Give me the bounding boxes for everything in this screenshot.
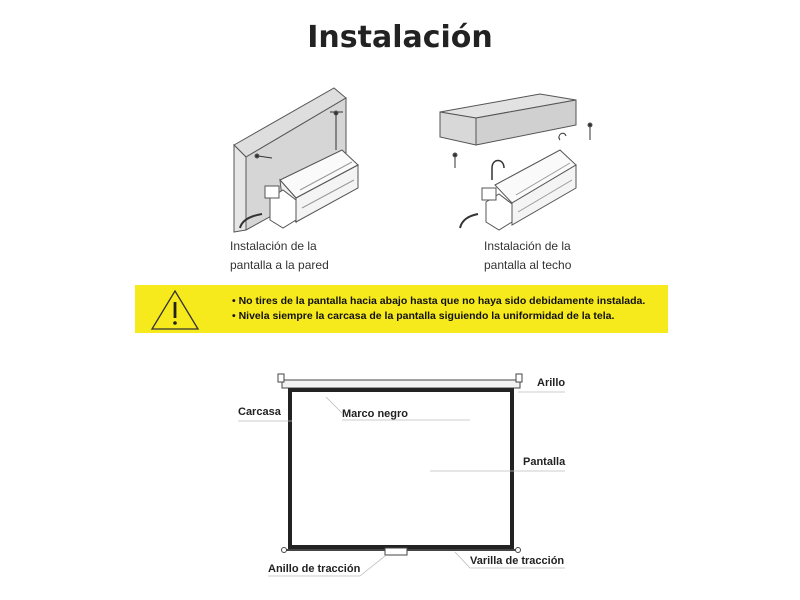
label-marco-negro: Marco negro [342,408,409,420]
label-arillo: Arillo [537,377,566,389]
label-carcasa: Carcasa [238,406,281,418]
label-anillo-traccion: Anillo de tracción [268,563,361,575]
warning-line-2: • Nivela siempre la carcasa de la pantalla siguiendo la uniformidad de la tela. [232,310,615,322]
warning-line-1: • No tires de la pantalla hacia abajo hasta que no haya sido debidamente instalada. [232,295,646,307]
label-pantalla: Pantalla [523,456,566,468]
page-title: Instalación [307,20,493,55]
wall-caption-line-2: pantalla a la pared [230,258,329,272]
ceiling-caption-line-2: pantalla al techo [484,258,572,272]
ceiling-caption-line-1: Instalación de la [484,239,571,253]
label-varilla-traccion: Varilla de tracción [470,555,565,567]
wall-caption-line-1: Instalación de la [230,239,317,253]
